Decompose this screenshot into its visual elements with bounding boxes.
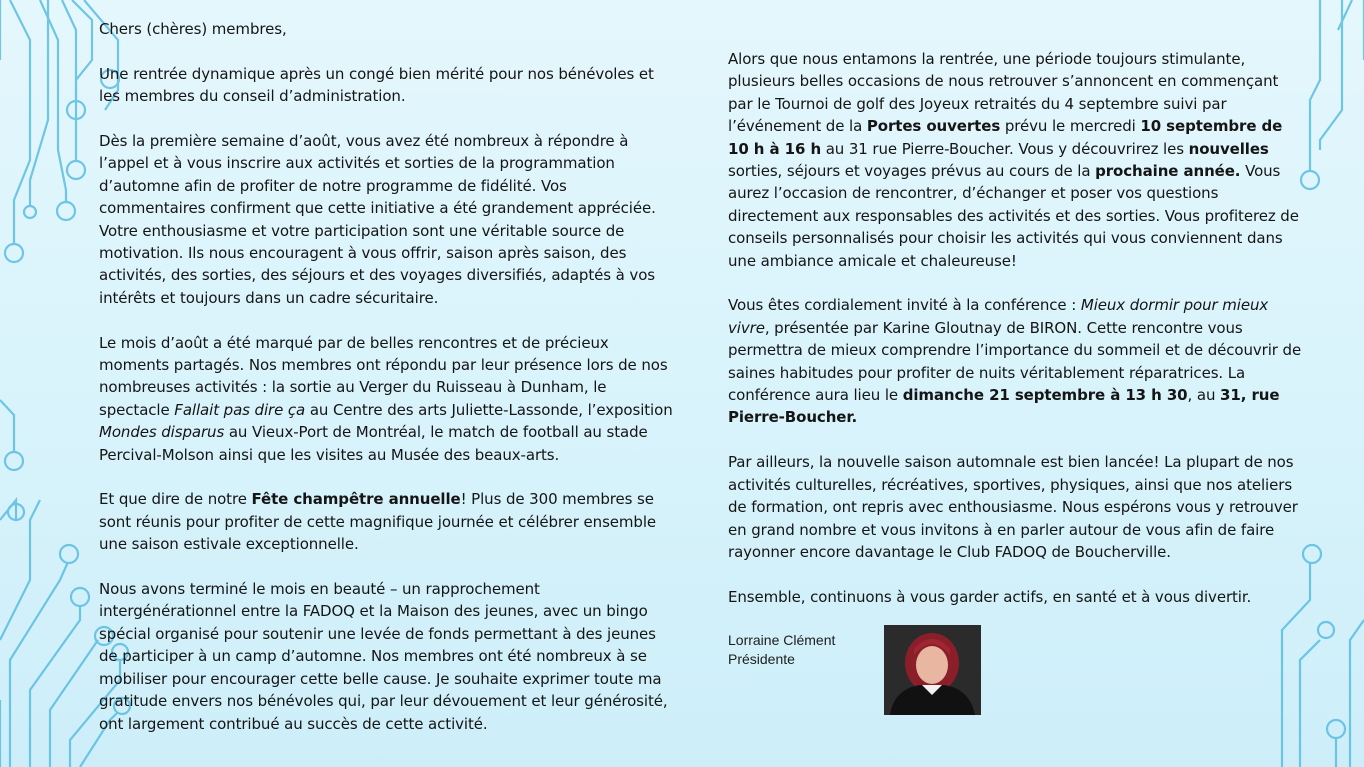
letter-right-column <box>728 48 1303 631</box>
signature-block <box>728 631 835 669</box>
president-photo <box>884 625 981 715</box>
signature-title: Présidente <box>728 651 795 667</box>
paragraph-august: Le mois d’août a été marqué par de belles rencontres et de précieux moments partagés. Nos membres ont répondu par leur présence lors de nos nombreuses activités : la sortie au Verger du Ruisseau à Dunham, le spectacle Fallait pas dire ça au Centre des arts Juliette-Lassonde, l’exposition Mondes disparus au Vieux-Port de Montréal, le match de football au stade Percival-Molson ainsi que les visites au Musée des beaux-arts. <box>99 333 673 464</box>
letter-left-column <box>99 18 674 757</box>
greeting: Chers (chères) membres, <box>99 20 287 38</box>
paragraph-season: Par ailleurs, la nouvelle saison automnale est bien lancée! La plupart de nos activités culturelles, récréatives, sportives, physiques, ainsi que nos ateliers de formation, ont repris avec enthousiasme. Nous espérons vous y retrouver en grand nombre et vous invitons à en parler autour de vous afin de faire rayonner encore davantage le Club FADOQ de Boucherville. <box>728 453 1298 561</box>
paragraph-conference: Vous êtes cordialement invité à la conférence : Mieux dormir pour mieux vivre, présentée par Karine Gloutnay de BIRON. Cette rencontre vous permettra de mieux comprendre l’importance du sommeil et de découvrir de saines habitudes pour profiter de nuits véritablement réparatrices. La conférence aura lieu le dimanche 21 septembre à 13 h 30, au 31, rue Pierre-Boucher. <box>728 296 1302 427</box>
paragraph-open-house: Alors que nous entamons la rentrée, une période toujours stimulante, plusieurs belles occasions de nous retrouver s’annoncent en commençant par le Tournoi de golf des Joyeux retraités du 4 septembre suivi par l’événement de la Portes ouvertes prévu le mercredi 10 septembre de 10 h à 16 h au 31 rue Pierre-Boucher. Vous y découvrirez les nouvelles sorties, séjours et voyages prévus au cours de la prochaine année. Vous aurez l’occasion de rencontrer, d’échanger et poser vos questions directement aux responsables des activités et des sorties. Vous profiterez de conseils personnalisés pour choisir les activités qui vous conviennent dans une ambiance amicale et chaleureuse! <box>728 50 1299 270</box>
paragraph-closing: Ensemble, continuons à vous garder actifs, en santé et à vous divertir. <box>728 587 1252 606</box>
paragraph-fete: Et que dire de notre Fête champêtre annuelle! Plus de 300 membres se sont réunis pour profiter de cette magnifique journée et célébrer ensemble une saison estivale exceptionnelle. <box>99 490 657 554</box>
paragraph-bingo: Nous avons terminé le mois en beauté – un rapprochement intergénérationnel entre la FADOQ et la Maison des jeunes, avec un bingo spécial organisé pour soutenir une levée de fonds permettant à des jeunes de participer à un camp d’automne. Nos membres ont été nombreux à se mobiliser pour encourager cette belle cause. Je souhaite exprimer toute ma gratitude envers nos bénévoles qui, par leur dévouement et leur générosité, ont largement contribué au succès de cette activité. <box>99 580 668 733</box>
signature-name: Lorraine Clément <box>728 632 836 648</box>
paragraph-intro: Une rentrée dynamique après un congé bien mérité pour nos bénévoles et les membres du conseil d’administration. <box>99 64 654 106</box>
paragraph-loyalty: Dès la première semaine d’août, vous avez été nombreux à répondre à l’appel et à vous inscrire aux activités et sorties de la programmation d’automne afin de profiter de notre programme de fidélité. Vos commentaires confirment que cette initiative a été grandement appréciée. Votre enthousiasme et votre participation sont une véritable source de motivation. Ils nous encouragent à vous offrir, saison après saison, des activités, des sorties, des séjours et des voyages diversifiés, adaptés à vos intérêts et toujours dans un cadre sécuritaire. <box>99 132 656 307</box>
